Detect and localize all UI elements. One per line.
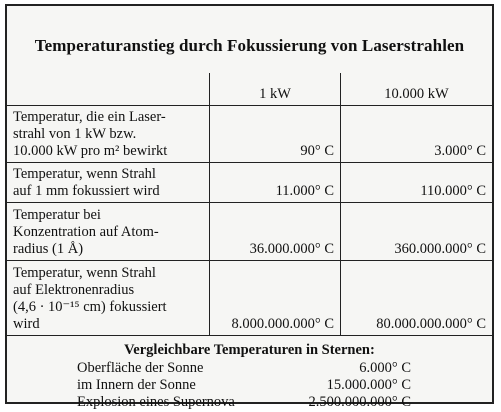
list-item — [7, 377, 492, 394]
comparison-name: Explosion eines Supernova — [77, 394, 235, 410]
row-label — [7, 202, 210, 260]
row-label — [7, 260, 210, 335]
list-item — [7, 360, 492, 377]
row-label-line: radius (1 Å) — [13, 240, 84, 257]
table-row — [7, 202, 492, 260]
star-comparison — [7, 342, 492, 411]
value-10000kw: 110.000° C — [341, 162, 493, 202]
table-header-row — [7, 73, 492, 105]
row-label-line: (4,6 · 10⁻¹⁵ cm) fokussiert — [13, 298, 167, 315]
row-label-line: auf 1 mm fokussiert wird — [13, 182, 160, 199]
row-label — [7, 105, 210, 162]
row-label-line: auf Elektronenradius — [13, 281, 135, 298]
value-1kw: 36.000.000° C — [210, 202, 341, 260]
value-10000kw: 360.000.000° C — [341, 202, 493, 260]
list-item — [7, 394, 492, 411]
value-1kw: 8.000.000.000° C — [210, 260, 341, 335]
row-label-line: 10.000 kW pro m² bewirkt — [13, 142, 168, 159]
comparison-title: Vergleichbare Temperaturen in Sternen: — [124, 342, 375, 358]
table-row — [7, 105, 492, 162]
value-1kw: 90° C — [210, 105, 341, 162]
row-label — [7, 162, 210, 202]
comparison-value: 2.500.000.000° C — [308, 394, 411, 410]
table-row — [7, 260, 492, 335]
table-header-empty — [7, 73, 210, 105]
comparison-name: Oberfläche der Sonne — [77, 360, 204, 376]
column-header-1kw: 1 kW — [210, 73, 341, 105]
row-label-line: wird — [13, 315, 40, 332]
document-frame — [5, 4, 494, 410]
row-label-line: Konzentration auf Atom- — [13, 223, 159, 240]
table-row — [7, 162, 492, 202]
page-title: Temperaturanstieg durch Fokussierung von Laserstrahlen — [34, 36, 465, 55]
value-1kw: 11.000° C — [210, 162, 341, 202]
comparison-value: 15.000.000° C — [326, 377, 411, 393]
row-label-line: Temperatur, die ein Laser- — [13, 108, 166, 125]
row-label-line: strahl von 1 kW bzw. — [13, 125, 137, 142]
temperature-table — [7, 73, 492, 336]
row-label-line: Temperatur bei — [13, 206, 101, 223]
value-10000kw: 3.000° C — [341, 105, 493, 162]
row-label-line: Temperatur, wenn Strahl — [13, 264, 156, 281]
comparison-name: im Innern der Sonne — [77, 377, 196, 393]
value-10000kw: 80.000.000.000° C — [341, 260, 493, 335]
row-label-line: Temperatur, wenn Strahl — [13, 165, 156, 182]
column-header-10000kw: 10.000 kW — [341, 73, 493, 105]
comparison-value: 6.000° C — [359, 360, 411, 376]
